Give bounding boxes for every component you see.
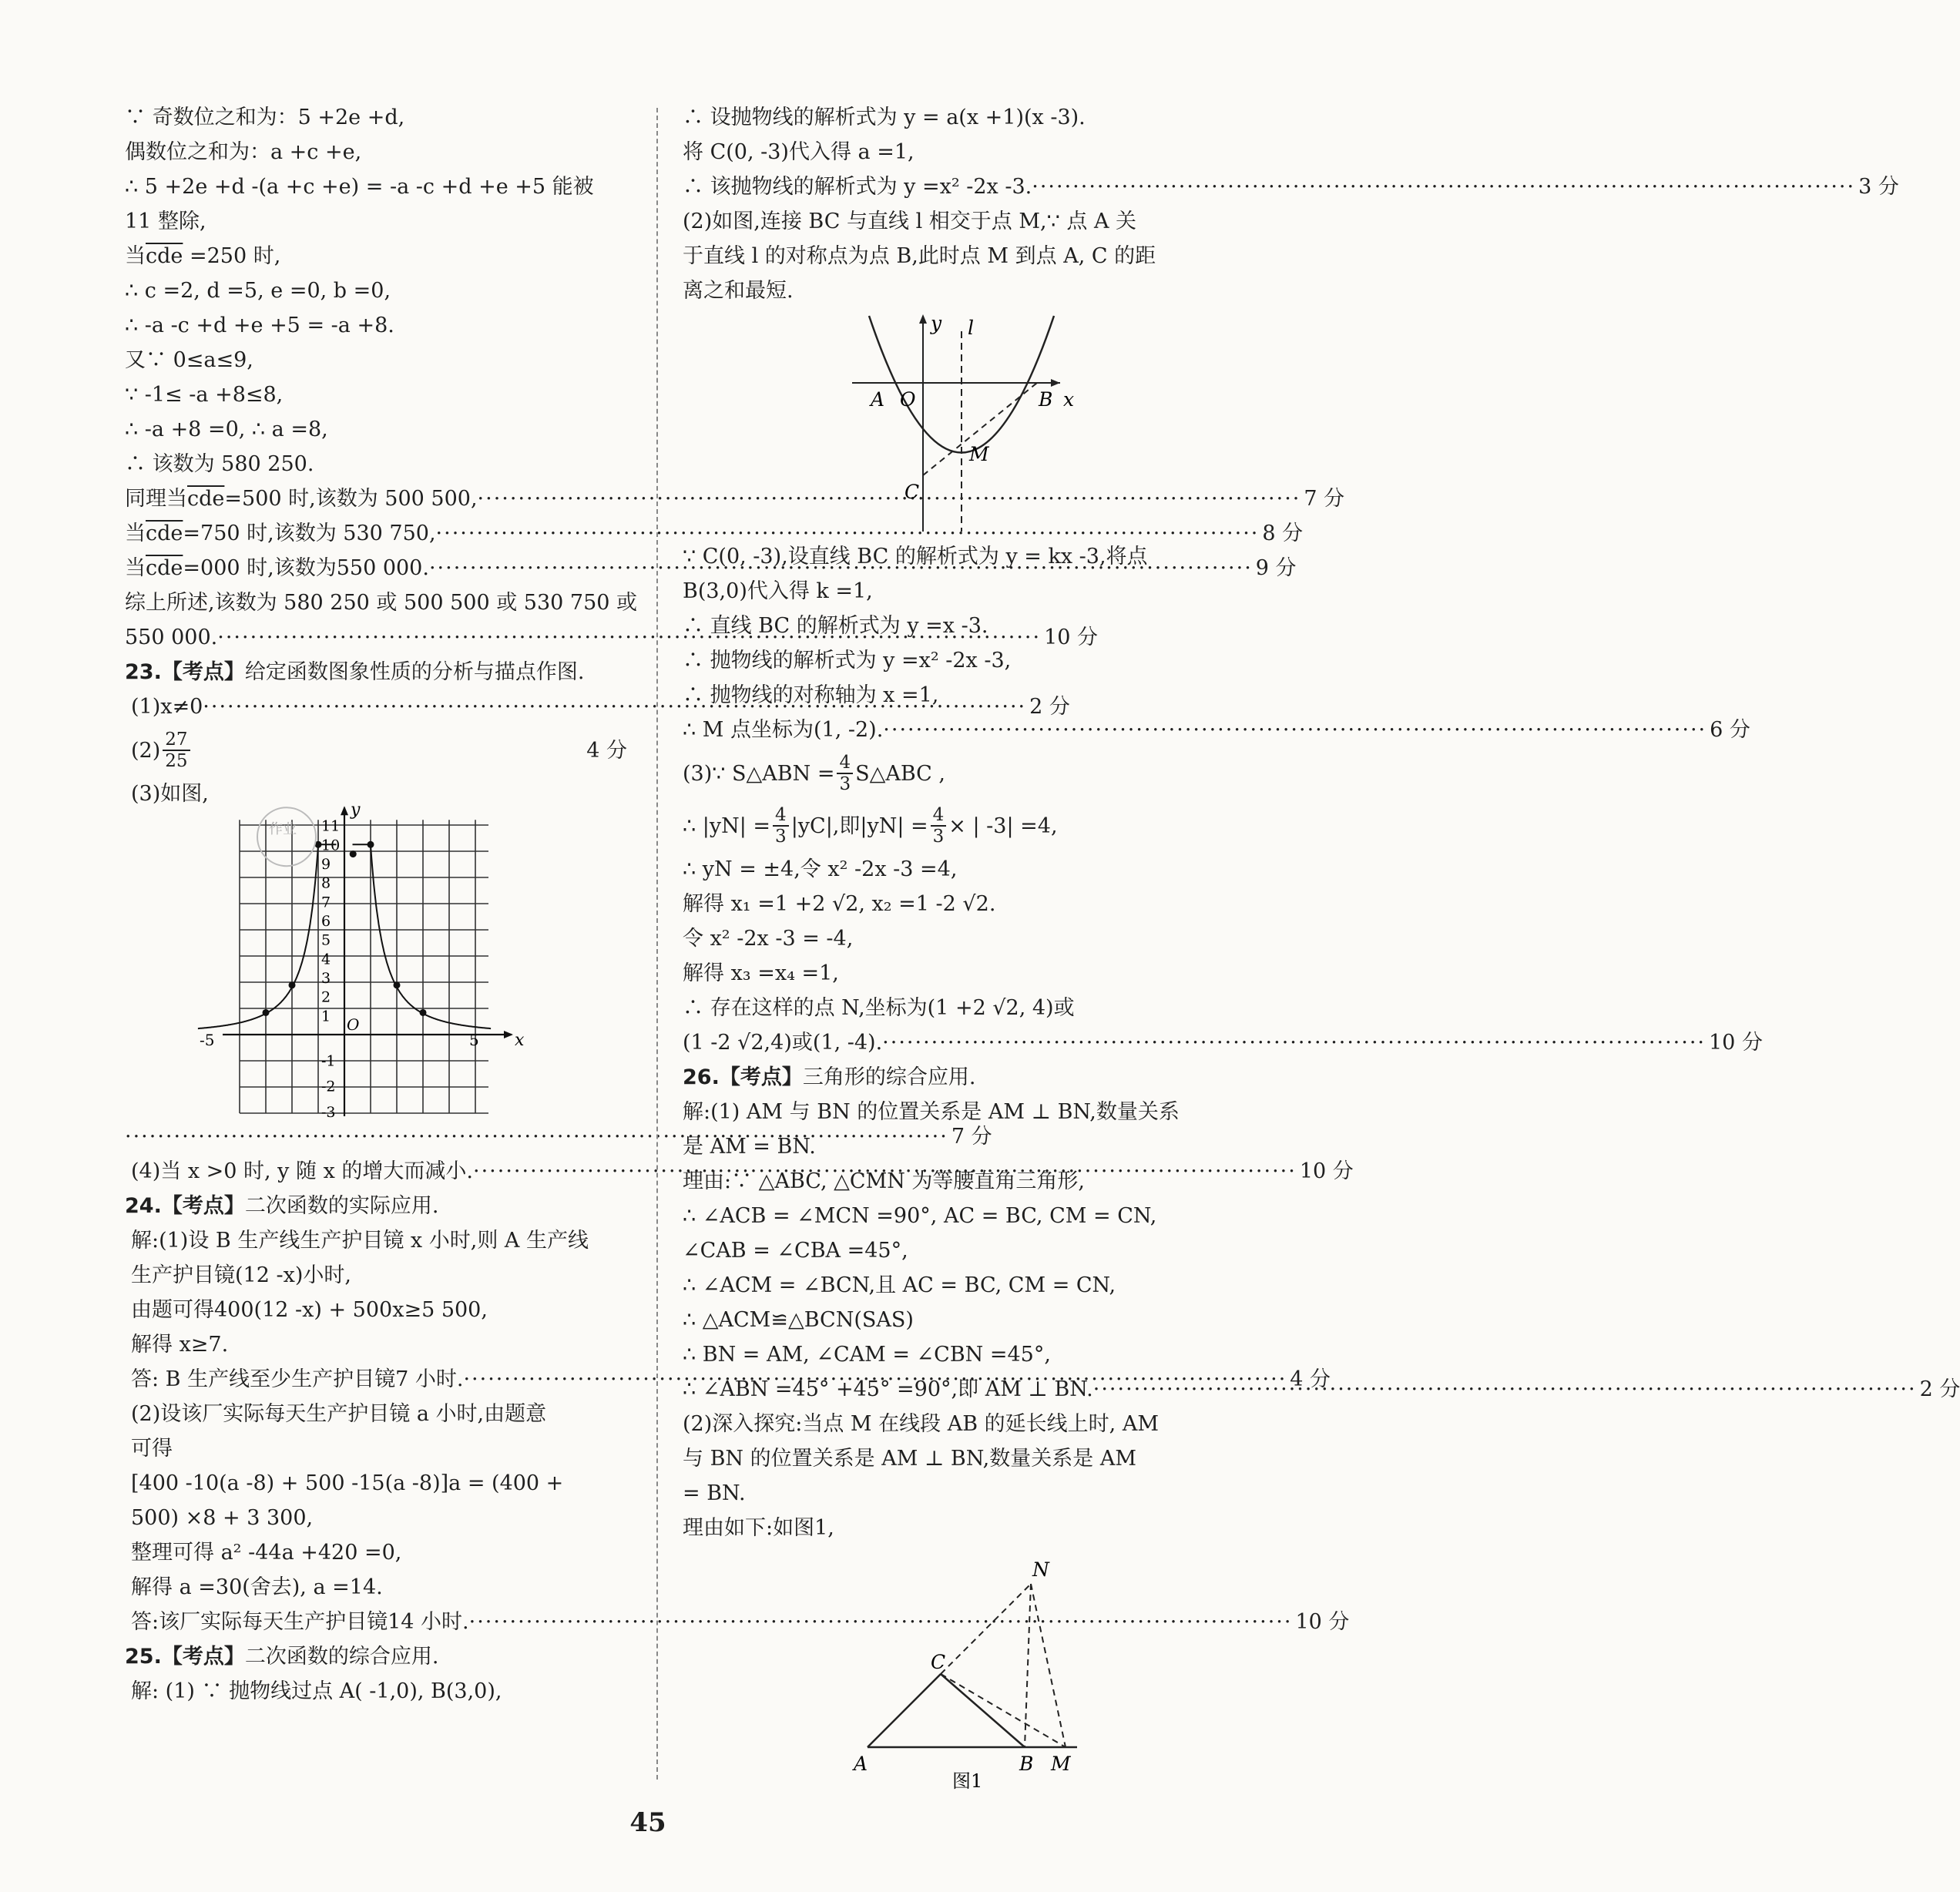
y-tick-label: -3: [321, 1103, 336, 1121]
page-number: 45: [629, 1807, 666, 1838]
score-line: (4)当 x >0 时, y 随 x 的增大而减小. ····· 10 分: [125, 1154, 627, 1189]
line: 理由如下:如图1,: [683, 1516, 834, 1540]
segment-cn: [941, 1584, 1031, 1674]
line: 偶数位之和为：a +c +e,: [125, 140, 362, 164]
line: 当$\overline{cde} =250$ 时,: [125, 244, 281, 268]
y-tick-label: 6: [321, 912, 331, 930]
y-tick-label: 1: [321, 1008, 331, 1025]
line: 理由:∵ △ABC, △CMN 为等腰直角三角形,: [683, 1169, 1086, 1193]
line: ∴ yN = ±4,令 x² -2x -3 =4,: [683, 857, 958, 881]
triangle-diagram: [683, 1545, 1222, 1792]
line: 于直线 l 的对称点为点 B,此时点 M 到点 A, C 的距: [683, 244, 1156, 268]
line: (3)∵ S△ABN = $\frac{4}{3}$ S△ABC ,: [683, 753, 946, 794]
line: ∴ -a +8 =0, ∴ a =8,: [125, 418, 328, 441]
line: (3)如图,: [131, 782, 209, 806]
label-x: x: [1063, 388, 1075, 411]
y-tick-label: 10: [321, 837, 341, 854]
parabola-figure: [683, 308, 1222, 539]
line: 解: (1) ∵ 抛物线过点 A( -1,0), B(3,0),: [131, 1679, 502, 1703]
y-tick-label: 4: [321, 951, 331, 968]
axis-label-x: x: [515, 1031, 525, 1050]
line: ∵ 奇数位之和为：5 +2e +d,: [125, 106, 405, 129]
label-a: A: [854, 1753, 868, 1775]
line: ∴ △ACM≌△BCN(SAS): [683, 1308, 914, 1332]
x-arrow-icon: [504, 1031, 513, 1038]
score-line: 同理当 $\overline{cde}$ =500 时,该数为 500 500, ····· 7 分: [125, 481, 627, 516]
segment-cm: [941, 1674, 1066, 1747]
score-line: ∴ 该抛物线的解析式为 y =x² -2x -3. ····· 3 分: [683, 169, 1222, 204]
fraction: $\frac{4}{3}$: [837, 753, 853, 794]
line: ∴ 直线 BC 的解析式为 y =x -3.: [683, 614, 988, 638]
score-line: ····· 7 分: [125, 1119, 627, 1154]
y-tick-label: -1: [321, 1052, 336, 1070]
figure-caption: 图1: [952, 1770, 983, 1792]
y-tick-label: 8: [321, 874, 331, 892]
origin-label: O: [347, 1015, 360, 1034]
line: ∴ c =2, d =5, e =0, b =0,: [125, 279, 391, 303]
line: ∴ 抛物线的对称轴为 x =1,: [683, 683, 939, 707]
line: (2)设该厂实际每天生产护目镜 a 小时,由题意: [131, 1402, 547, 1426]
line: 离之和最短.: [683, 279, 794, 303]
x-arrow-icon: [1051, 379, 1060, 387]
line: 解得 x≥7.: [131, 1333, 229, 1357]
line: B(3,0)代入得 k =1,: [683, 579, 873, 603]
line: ∴ 存在这样的点 N,坐标为(1 +2 √2, 4)或: [683, 996, 1075, 1020]
plotted-point: [368, 841, 374, 848]
segment-nb: [1025, 1584, 1031, 1747]
x-tick-label: -5: [200, 1031, 215, 1049]
y-tick-label: 9: [321, 855, 331, 873]
line: ∴ |yN| = $\frac{4}{3}$ |yC|,即|yN| = $\frac{4}{3}$ × | -3| =4,: [683, 805, 1058, 847]
y-tick-label: 2: [321, 988, 331, 1006]
line: 又∵ 0≤a≤9,: [125, 348, 253, 372]
line: 解:(1) AM 与 BN 的位置关系是 AM ⊥ BN,数量关系: [683, 1100, 1180, 1124]
line: ∴ 5 +2e +d -(a +c +e) = -a -c +d +e +5 能被: [125, 175, 594, 199]
question-24-heading: 24.【考点】二次函数的实际应用.: [125, 1194, 439, 1218]
line: ∴ 抛物线的解析式为 y =x² -2x -3,: [683, 649, 1012, 673]
question-25-heading: 25.【考点】二次函数的综合应用.: [125, 1645, 439, 1669]
plotted-point: [394, 981, 401, 988]
score-line: ∴ M 点坐标为(1, -2). ····· 6 分: [683, 713, 1222, 747]
line: 生产护目镜(12 -x)小时,: [131, 1263, 351, 1287]
curve-left-branch: [198, 844, 337, 1028]
line: ∵ -1≤ -a +8≤8,: [125, 383, 284, 407]
column-divider: [656, 108, 658, 1780]
label-o: O: [900, 388, 916, 411]
line: 11 整除,: [125, 210, 206, 233]
line: ∴ 设抛物线的解析式为 y = a(x +1)(x -3).: [683, 106, 1086, 129]
line: 可得: [131, 1437, 173, 1461]
score-line: (1 -2 √2,4)或(1, -4). ····· 10 分: [683, 1025, 1222, 1060]
segment-ac: [868, 1674, 941, 1747]
plotted-point: [263, 1009, 270, 1016]
line: 整理可得 a² -44a +420 =0,: [131, 1541, 402, 1565]
score-line: (2) $\frac{27}{25}$ 4 分: [131, 730, 627, 771]
line: 将 C(0, -3)代入得 a =1,: [683, 140, 915, 164]
label-y: y: [931, 312, 942, 334]
score-line: (1)x≠0 ····· 2 分: [125, 689, 627, 724]
label-l: l: [968, 317, 974, 339]
label-b: B: [1039, 388, 1053, 411]
reciprocal-graph: [125, 800, 627, 1121]
line: 是 AM = BN.: [683, 1135, 816, 1159]
label-m: M: [969, 443, 989, 465]
y-tick-label: 5: [321, 931, 331, 949]
plotted-point: [420, 1009, 427, 1016]
line: 令 x² -2x -3 = -4,: [683, 927, 854, 951]
y-tick-label: 3: [321, 969, 331, 987]
score-line: ∴ ∠ABN =45° +45° =90°,即 AM ⊥ BN. ····· 2 分: [683, 1372, 1222, 1407]
triangle-figure-1: [683, 1545, 1222, 1792]
line: (2)如图,连接 BC 与直线 l 相交于点 M,∵ 点 A 关: [683, 210, 1137, 233]
label-n: N: [1032, 1558, 1049, 1581]
line: 与 BN 的位置关系是 AM ⊥ BN,数量关系是 AM: [683, 1447, 1136, 1471]
label-a: A: [871, 388, 885, 411]
plotted-point: [350, 850, 357, 857]
line: ∠CAB = ∠CBA =45°,: [683, 1239, 908, 1263]
parabola-diagram: [683, 308, 1222, 539]
line: = BN.: [683, 1481, 746, 1505]
line: ∴ ∠ACB = ∠MCN =90°, AC = BC, CM = CN,: [683, 1204, 1157, 1228]
line: 由题可得400(12 -x) + 500x≥5 500,: [131, 1298, 488, 1322]
fraction: $\frac{4}{3}$: [931, 805, 947, 847]
y-tick-label: 11: [321, 817, 341, 835]
label-m: M: [1051, 1753, 1071, 1775]
plotted-point: [289, 981, 296, 988]
line: 解:(1)设 B 生产线生产护目镜 x 小时,则 A 生产线: [131, 1229, 589, 1253]
question-23-heading: 23.【考点】给定函数图象性质的分析与描点作图.: [125, 660, 585, 684]
line: ∴ BN = AM, ∠CAM = ∠CBN =45°,: [683, 1343, 1051, 1367]
line: 解得 x₁ =1 +2 √2, x₂ =1 -2 √2.: [683, 892, 996, 916]
function-graph-23: [125, 800, 627, 1121]
curve-right-branch: [353, 844, 492, 1028]
line: 解得 a =30(舍去), a =14.: [131, 1575, 383, 1599]
label-c: C: [904, 481, 920, 503]
line: 解得 x₃ =x₄ =1,: [683, 961, 839, 985]
line: 500) ×8 + 3 300,: [131, 1506, 314, 1530]
axis-label-y: y: [351, 800, 361, 820]
score-line: 550 000. ····· 10 分: [125, 620, 627, 655]
fraction: $\frac{27}{25}$: [163, 730, 190, 771]
question-26-heading: 26.【考点】三角形的综合应用.: [683, 1065, 976, 1089]
x-tick-label: 5: [469, 1031, 479, 1049]
y-tick-label: 7: [321, 894, 331, 911]
score-line: 当 $\overline{cde}$ =000 时,该数为550 000. ····· 9 分: [125, 551, 627, 585]
line: ∵ C(0, -3),设直线 BC 的解析式为 y = kx -3,将点: [683, 545, 1148, 569]
stamp-text: 作业: [269, 821, 297, 838]
label-b: B: [1019, 1753, 1034, 1775]
line: ∴ -a -c +d +e +5 = -a +8.: [125, 314, 394, 337]
fraction: $\frac{4}{3}$: [773, 805, 789, 847]
line: ∴ ∠ACM = ∠BCN,且 AC = BC, CM = CN,: [683, 1273, 1116, 1297]
y-tick-label: -2: [321, 1078, 336, 1095]
y-arrow-icon: [919, 314, 927, 324]
line: (2)深入探究:当点 M 在线段 AB 的延长线上时, AM: [683, 1412, 1159, 1436]
segment-cb: [941, 1674, 1025, 1747]
score-line: 当 $\overline{cde}$ =750 时,该数为 530 750, ····· 8 分: [125, 516, 627, 551]
score-line: 答:该厂实际每天生产护目镜14 小时. ····· 10 分: [125, 1605, 627, 1639]
line: 综上所述,该数为 580 250 或 500 500 或 530 750 或: [125, 591, 638, 615]
segment-nm: [1031, 1584, 1066, 1747]
label-c: C: [931, 1651, 946, 1673]
line: [400 -10(a -8) + 500 -15(a -8)]a = (400 +: [131, 1471, 564, 1495]
score-line: 答: B 生产线至少生产护目镜7 小时. ····· 4 分: [125, 1362, 627, 1397]
line: ∴ 该数为 580 250.: [125, 452, 314, 476]
